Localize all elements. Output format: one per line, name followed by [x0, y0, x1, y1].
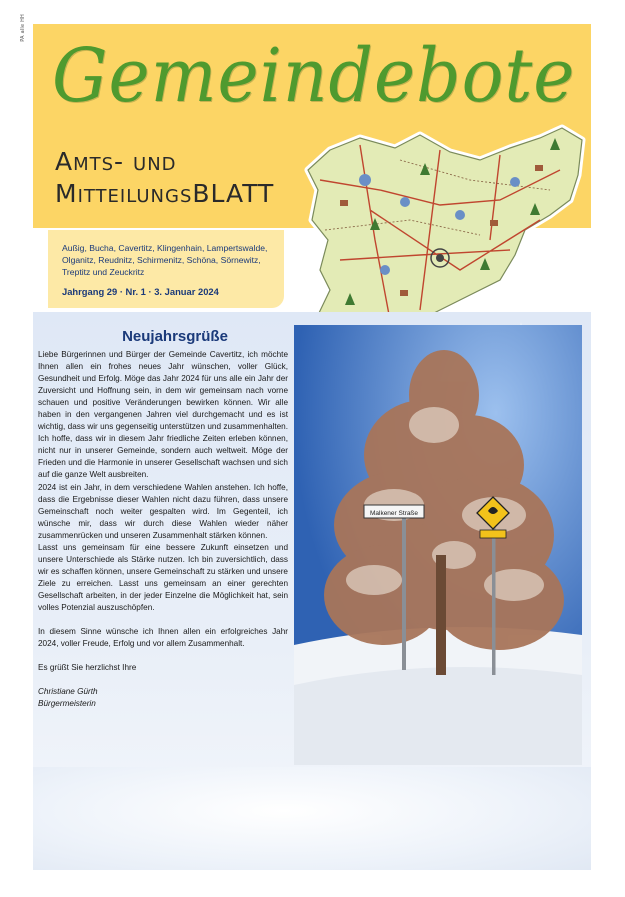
street-sign: Malkener Straße — [369, 510, 419, 517]
masthead-subtitle — [55, 146, 310, 210]
article-paragraph: In diesem Sinne wünsche ich Ihnen allen ein erfolgreiches Jahr 2024, voller Freude, Erfolg und vor allem Zusammenhalt. — [38, 627, 288, 649]
article-paragraph: Liebe Bürgerinnen und Bürger der Gemeinde Cavertitz, ich möchte Ihnen allen ein frohes neues Jahr wünschen, voller Glück, Gesundheit und Erfolg. Möge das Jahr 2024 für uns alle ein Jahr der Zuversicht und Hoffnung sein, in dem wir gemeinsam nach vorne schauen und positive Veränderungen bewirken können. Wir alle haben in den vergangenen Jahren viel durchgemacht und es ist wichtig, dass wir uns gegenseitig unterstützen und zusammenhalten. Ich hoffe, dass wir in diesem Jahr friedliche Zeiten erleben können, nicht nur in unserer Gemeinde, sondern auch weltweit. Möge der Frieden und die Harmonie in unserer Gesellschaft wachsen und sich auf die ganze Welt ausbreiten. — [38, 350, 288, 480]
issue-info: Jahrgang 29 · Nr. 1 · 3. Januar 2024 — [62, 286, 219, 297]
signature-name: Christiane Gürth — [38, 687, 98, 697]
distribution-label: PA alle HH — [20, 14, 26, 42]
article-body — [38, 349, 288, 710]
subtitle-line-2: MitteilungsBLATT — [55, 179, 275, 208]
article-title: Neujahrsgrüße — [122, 328, 228, 345]
masthead-title: Gemeindebote — [52, 33, 576, 119]
signature-role: Bürgermeisterin — [38, 699, 96, 709]
subtitle-line-1: Amts- und — [55, 147, 177, 176]
winter-tree-photo — [294, 325, 582, 765]
closing-line: Es grüßt Sie herzlichst Ihre — [38, 663, 137, 673]
snow-ground — [33, 767, 591, 870]
sign-post — [402, 510, 406, 670]
article-paragraph: 2024 ist ein Jahr, in dem verschiedene Wahlen anstehen. Ich hoffe, dass die Ergebnisse dieser Wahlen nicht dazu führen, dass unsere Gemeinschaft noch weiter gespalten wird. Im Gegenteil, ich wünsche mir, dass wir durch diese Wahlen wieder näher zusammenrücken und unseren Zusammenhalt stärken können. — [38, 482, 288, 540]
article-paragraph: Lasst uns gemeinsam für eine bessere Zukunft einsetzen und unsere Unterschiede als Stärke nutzen. Ich bin zuversichtlich, dass wir es schaffen können, unsere Gemeinschaft zu stärken und unsere Ziele zu erreichen. Lasst uns gemeinsam an einer gerechten Gesellschaft arbeiten, in der jeder Einzelne die Möglichkeit hat, sein volles Potenzial auszuschöpfen. — [38, 542, 288, 612]
village-list: Außig, Bucha, Cavertitz, Klingenhain, Lampertswalde, Olganitz, Reudnitz, Schirmenitz, Schöna, Sörnewitz, Treptitz und Zeuckritz — [62, 243, 268, 277]
